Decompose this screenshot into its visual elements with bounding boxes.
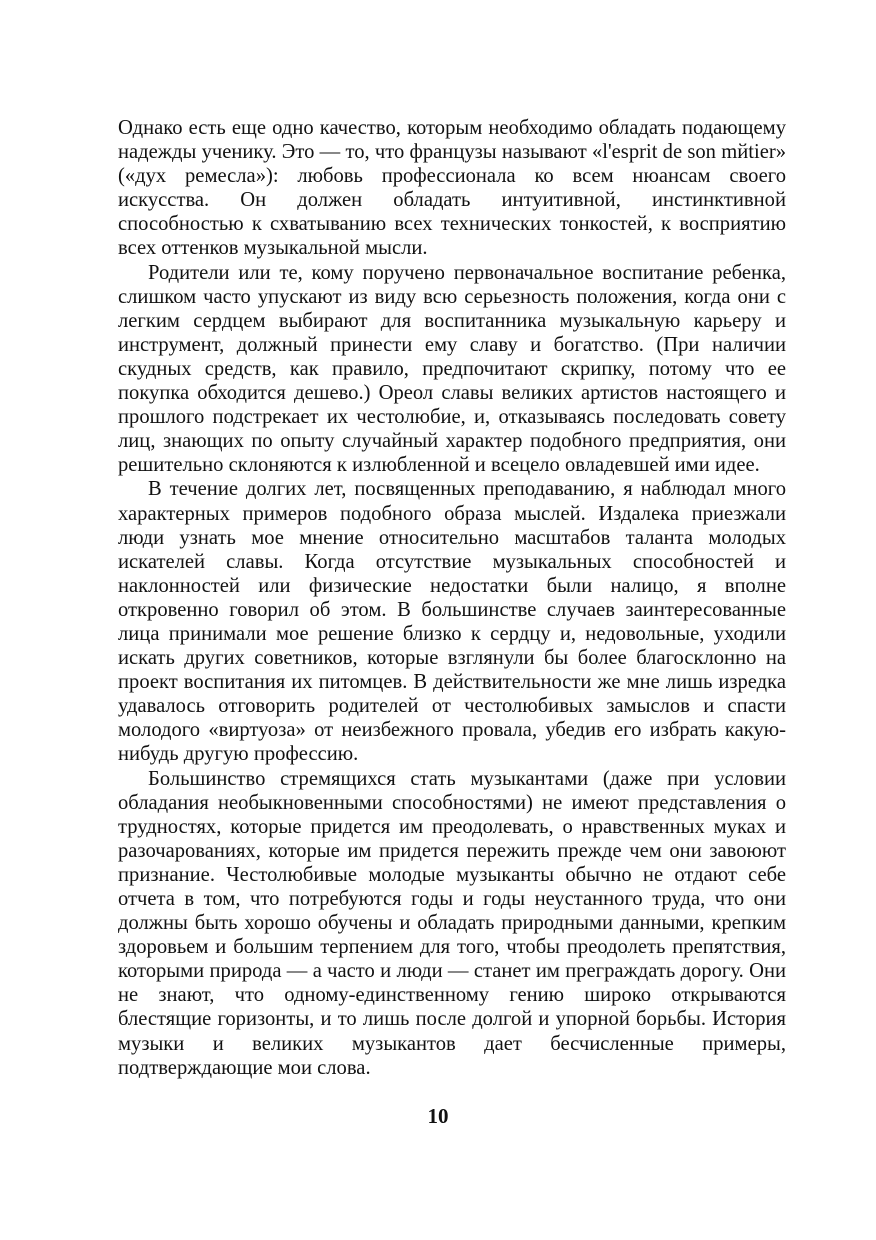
paragraph-1: Однако есть еще одно качество, которым необходимо обладать подающему надежды ученику. Это — то, что французы называют «l'esprit de son mйtier» («дух ремесла»): любовь профессионала ко всем нюансам своего искусства. Он должен обладать интуитивной, инстинктивной способностью к схватыванию всех технических тонкостей, к восприятию всех оттенков музыкальной мысли. [118, 117, 786, 260]
paragraph-4: Большинство стремящихся стать музыкантами (даже при условии обладания необыкновенными способностями) не имеют представления о трудностях, которые придется им преодолевать, о нравственных муках и разочарованиях, которые им придется пережить прежде чем они завоюют признание. Честолюбивые молодые музыканты обычно не отдают себе отчета в том, что потребуются годы и годы неустанного труда, что они должны быть хорошо обучены и обладать природными данными, крепким здоровьем и большим терпением для того, чтобы преодолеть препятствия, которыми природа — а часто и люди — станет им преграждать дорогу. Они не знают, что одному-единственному гению широко открываются блестящие горизонты, и то лишь после долгой и упорной борьбы. История музыки и великих музыкантов дает бесчисленные примеры, подтверждающие мои слова. [118, 767, 786, 1079]
page-number: 10 [427, 1104, 449, 1128]
paragraph-2: Родители или те, кому поручено первоначальное воспитание ребенка, слишком часто упускают из виду всю серьезность положения, когда они с легким сердцем выбирают для воспитанника музыкальную карьеру и инструмент, должный принести ему славу и богатство. (При наличии скудных средств, как правило, предпочитают скрипку, потому что ее покупка обходится дешево.) Ореол славы великих артистов настоящего и прошлого подстрекает их честолюбие, и, отказываясь последовать совету лиц, знающих по опыту случайный характер подобного предприятия, они решительно склоняются к излюбленной и всецело овладевшей ими идее. [118, 261, 786, 477]
paragraph-3: В течение долгих лет, посвященных преподаванию, я наблюдал много характерных примеров подобного образа мыслей. Издалека приезжали люди узнать мое мнение относительно масштабов таланта молодых искателей славы. Когда отсутствие музыкальных способностей и наклонностей или физические недостатки были налицо, я вполне откровенно говорил об этом. В большинстве случаев заинтересованные лица принимали мое решение близко к сердцу и, недовольные, уходили искать других советников, которые взглянули бы более благосклонно на проект воспитания их питомцев. В действительности же мне лишь изредка удавалось отговорить родителей от честолюбивых замыслов и спасти молодого «виртуоза» от неизбежного провала, убедив его избрать какую-нибудь другую профессию. [118, 478, 786, 766]
page-body [118, 116, 786, 1080]
